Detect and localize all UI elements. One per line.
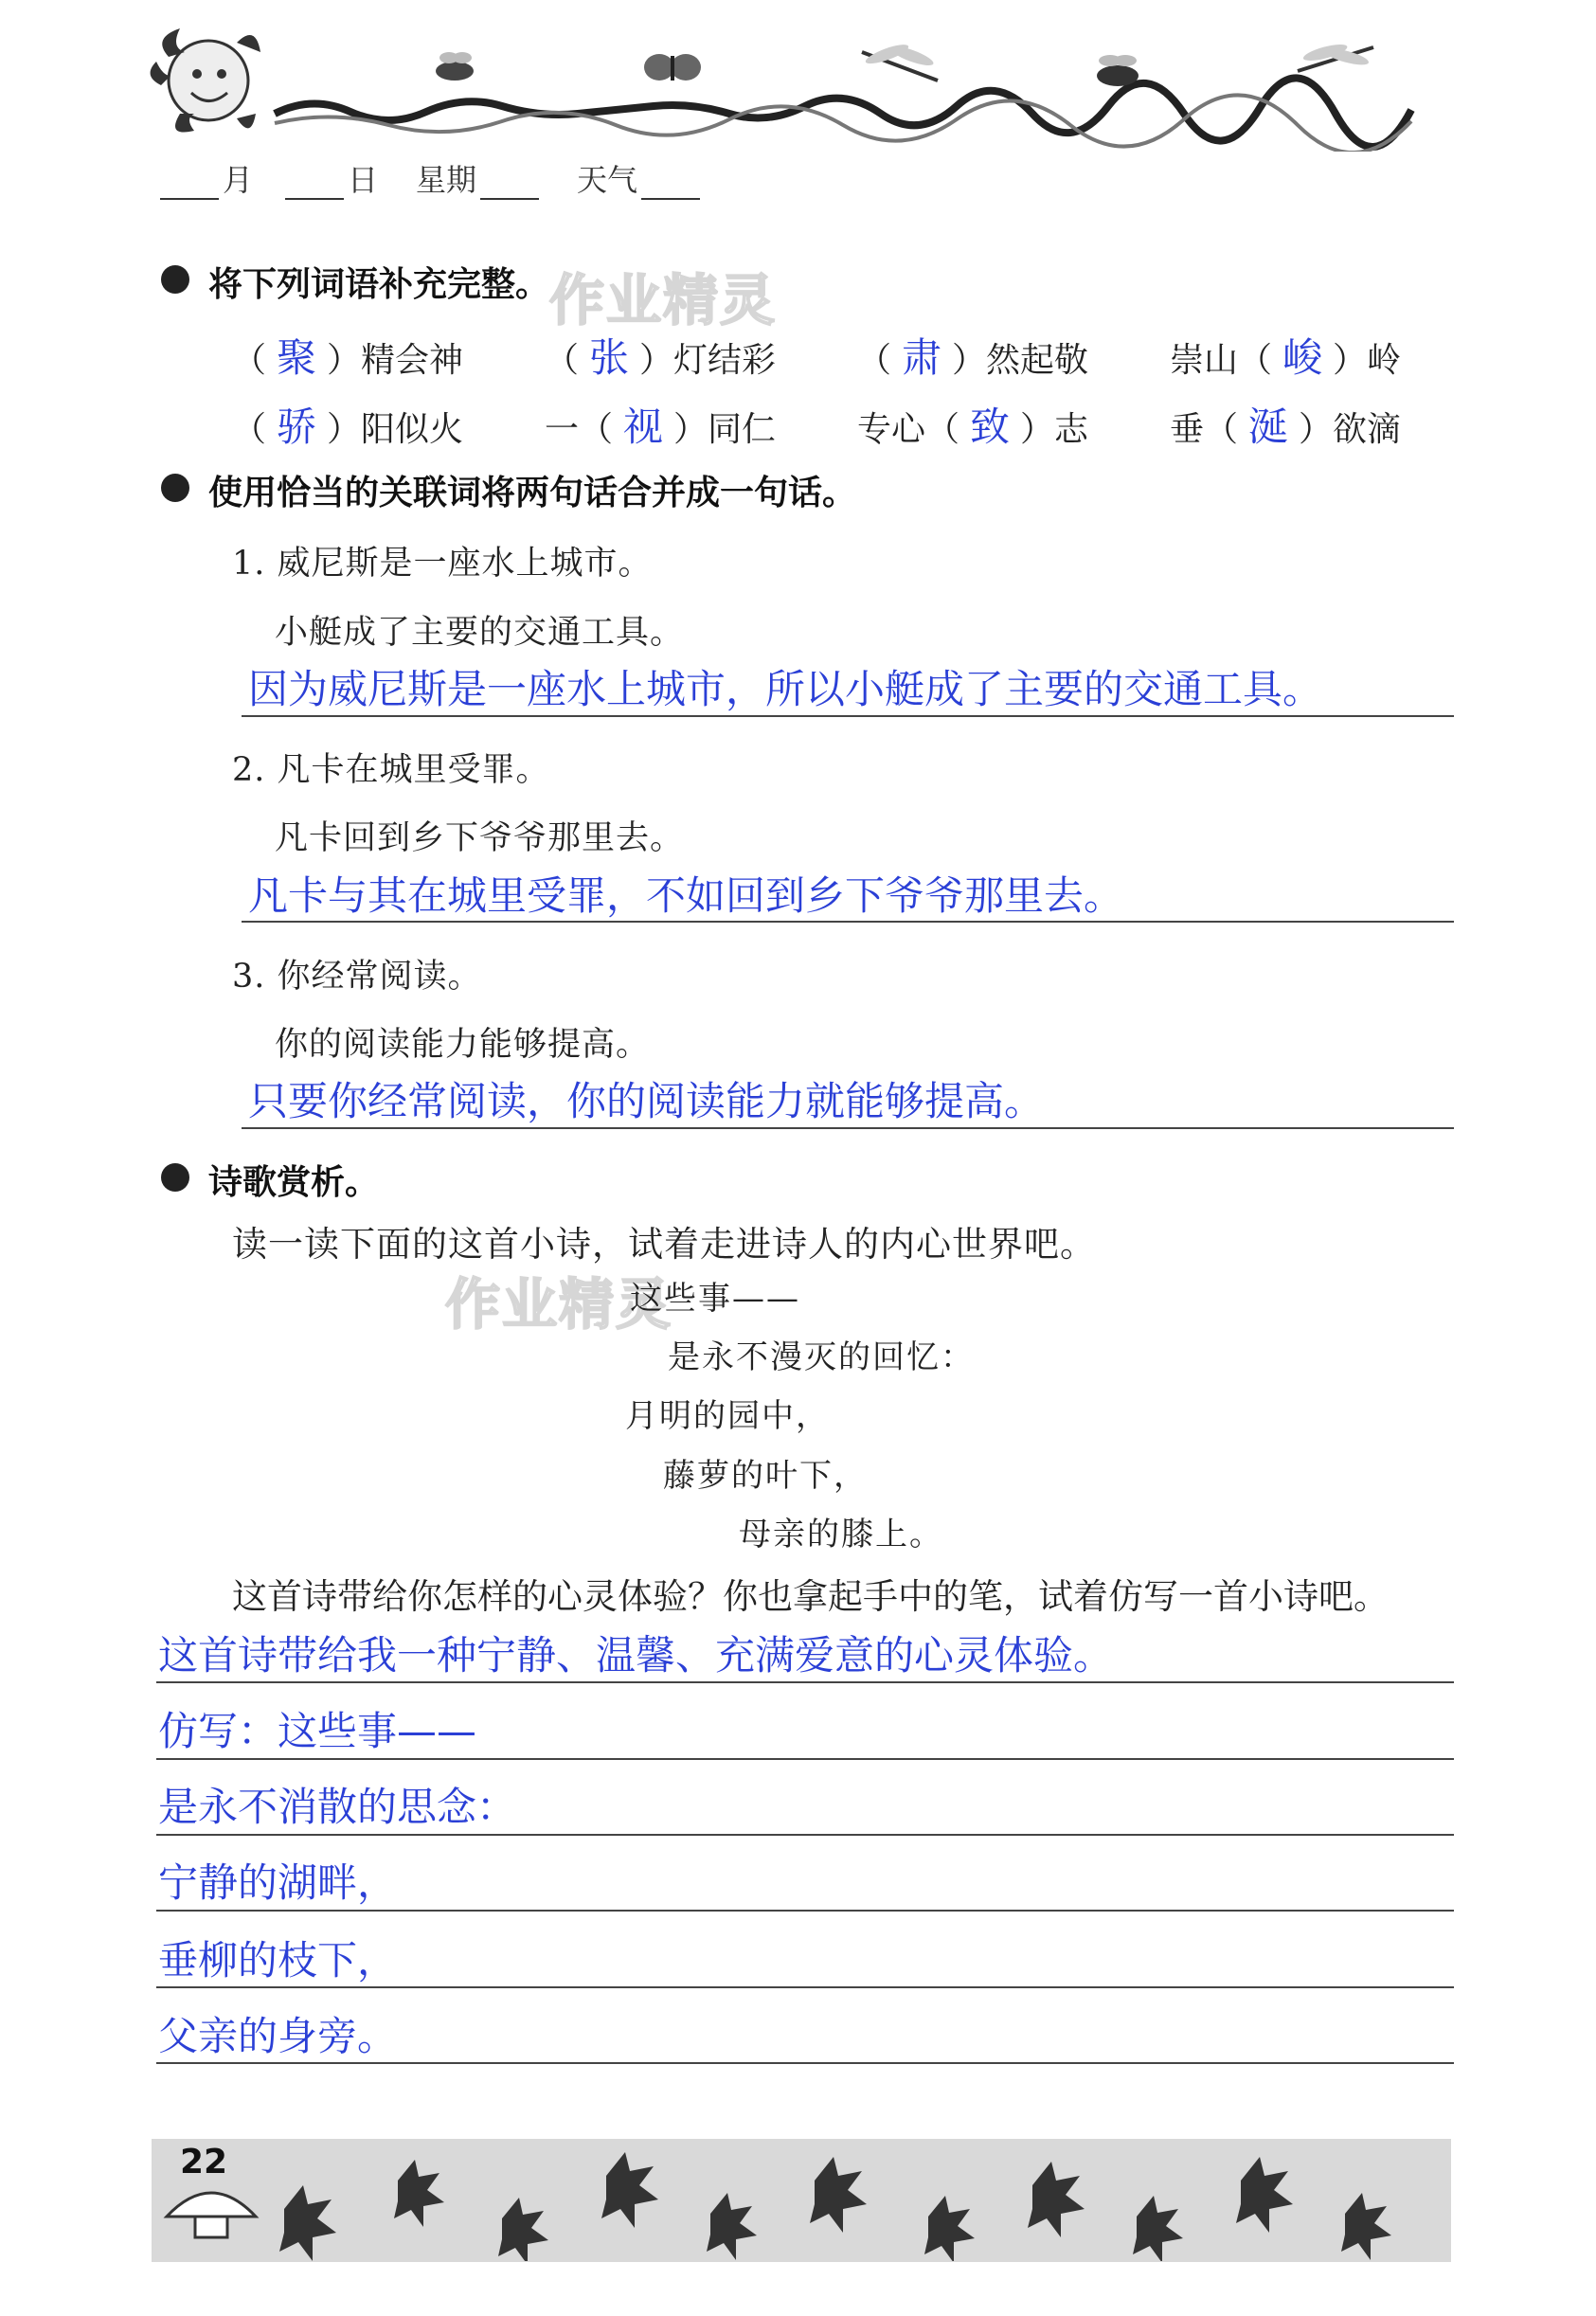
answer-text[interactable]: 凡卡与其在城里受罪，不如回到乡下爷爷那里去。 — [248, 872, 1124, 919]
butterfly-icon — [644, 54, 701, 81]
month-blank[interactable] — [160, 170, 219, 200]
day-blank[interactable] — [285, 170, 344, 200]
month-label: 月 — [223, 162, 254, 198]
poem-answer-line[interactable]: 垂柳的枝下， — [158, 1937, 398, 1984]
idiom-item: （ 聚 ）精会神 — [232, 327, 463, 384]
answer-line — [156, 1986, 1454, 1988]
mushroom-icon — [159, 2179, 263, 2245]
page-number: 22 — [180, 2143, 228, 2181]
answer-line — [242, 715, 1454, 717]
idiom-item: （ 骄 ）阳似火 — [232, 396, 463, 453]
poem-answer-line[interactable]: 这首诗带给我一种宁静、温馨、充满爱意的心灵体验。 — [158, 1632, 1114, 1679]
idiom-item: 一（ 视 ）同仁 — [545, 396, 776, 453]
idiom-answer[interactable]: 涎 — [1248, 404, 1289, 450]
weekday-blank[interactable] — [480, 170, 539, 200]
sentence-prompt: 凡卡回到乡下爷爷那里去。 — [275, 819, 685, 857]
idiom-item: （ 张 ）灯结彩 — [545, 327, 776, 384]
idiom-answer[interactable]: 聚 — [277, 334, 317, 381]
idiom-answer[interactable]: 肃 — [902, 334, 942, 381]
section-bullet — [161, 1163, 189, 1192]
poem-answer-line[interactable]: 是永不消散的思念： — [158, 1784, 517, 1830]
date-line — [156, 156, 704, 200]
poem-answer-line[interactable]: 父亲的身旁。 — [158, 2013, 398, 2059]
poem-question: 这首诗带给你怎样的心灵体验？你也拿起手中的笔，试着仿写一首小诗吧。 — [232, 1576, 1389, 1617]
answer-line — [156, 1910, 1454, 1912]
idiom-item: （ 肃 ）然起敬 — [857, 327, 1088, 384]
header-decoration — [142, 19, 1468, 152]
section-bullet — [161, 265, 189, 294]
weather-label: 天气 — [577, 162, 638, 198]
sentence-prompt: 你的阅读能力能够提高。 — [275, 1026, 651, 1064]
idiom-answer[interactable]: 峻 — [1282, 334, 1323, 381]
poem-answer-line[interactable]: 宁静的湖畔， — [158, 1859, 398, 1906]
section-bullet — [161, 474, 189, 502]
weekday-label: 星期 — [416, 162, 477, 198]
sun-icon — [151, 28, 260, 133]
idiom-answer[interactable]: 视 — [623, 404, 664, 450]
poem-line: 是永不漫灭的回忆： — [668, 1338, 975, 1376]
watermark: 作业精灵 — [549, 268, 778, 332]
answer-text[interactable]: 只要你经常阅读，你的阅读能力就能够提高。 — [248, 1078, 1045, 1124]
section3-title: 诗歌赏析。 — [208, 1163, 380, 1202]
poem-line: 母亲的膝上。 — [739, 1516, 943, 1553]
answer-text[interactable]: 因为威尼斯是一座水上城市，所以小艇成了主要的交通工具。 — [248, 666, 1323, 712]
answer-line — [156, 1758, 1454, 1760]
answer-line — [242, 921, 1454, 923]
poem-line: 月明的园中， — [625, 1397, 830, 1435]
answer-line — [156, 2062, 1454, 2064]
leaf-decoration — [265, 2143, 1449, 2261]
section1-title: 将下列词语补充完整。 — [208, 265, 550, 304]
sentence-prompt: 1. 威尼斯是一座水上城市。 — [232, 545, 653, 583]
sentence-prompt: 3. 你经常阅读。 — [232, 958, 482, 996]
poem-intro: 读一读下面的这首小诗，试着走进诗人的内心世界吧。 — [232, 1224, 1096, 1265]
weather-blank[interactable] — [641, 170, 700, 200]
dragonfly-icon — [862, 41, 938, 81]
dragonfly-icon — [1298, 41, 1373, 71]
poem-answer-line[interactable]: 仿写：这些事—— — [158, 1708, 477, 1754]
section2-title: 使用恰当的关联词将两句话合并成一句话。 — [208, 474, 857, 512]
idiom-answer[interactable]: 致 — [970, 404, 1011, 450]
bee-icon — [436, 52, 474, 81]
sentence-prompt: 小艇成了主要的交通工具。 — [275, 614, 685, 652]
idiom-answer[interactable]: 张 — [589, 334, 630, 381]
idiom-item: 专心（ 致 ）志 — [857, 396, 1088, 453]
wasp-icon — [1097, 55, 1139, 86]
poem-line: 藤萝的叶下， — [663, 1457, 868, 1495]
idiom-item: 崇山（ 峻 ）岭 — [1170, 327, 1401, 384]
idiom-item: 垂（ 涎 ）欲滴 — [1170, 396, 1401, 453]
answer-line — [156, 1681, 1454, 1683]
poem-line: 这些事—— — [630, 1280, 800, 1318]
watermark: 作业精灵 — [445, 1272, 673, 1337]
answer-line — [242, 1127, 1454, 1129]
answer-line — [156, 1834, 1454, 1836]
day-label: 日 — [348, 162, 379, 198]
sentence-prompt: 2. 凡卡在城里受罪。 — [232, 751, 550, 789]
idiom-answer[interactable]: 骄 — [277, 404, 317, 450]
